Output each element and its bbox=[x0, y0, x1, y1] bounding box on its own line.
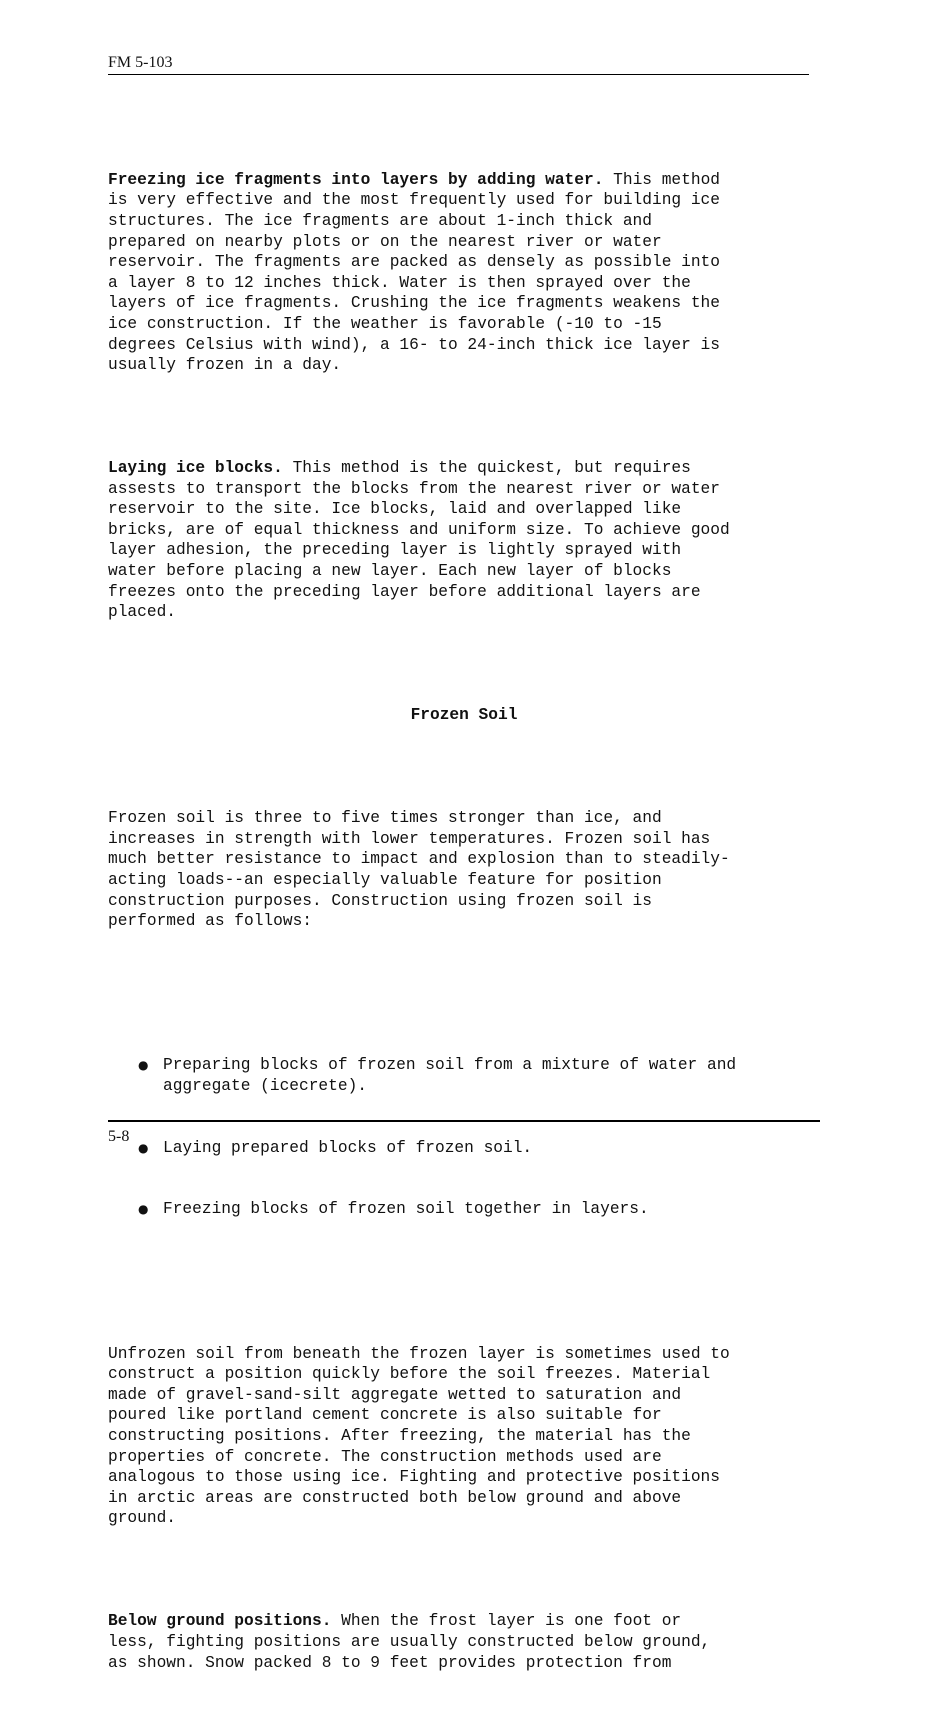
list-item: ● Freezing blocks of frozen soil together in layers. bbox=[138, 1200, 649, 1219]
footer-rule bbox=[108, 1120, 820, 1122]
page-header bbox=[108, 54, 809, 75]
bullet-icon: ● bbox=[138, 1140, 149, 1155]
paragraph-below-ground: Below ground positions. When the frost layer is one foot or less, fighting positions are usually constructed below ground, as shown. Snow packed 8 to 9 feet provides protection from bbox=[108, 1612, 711, 1672]
list-item: ● Laying prepared blocks of frozen soil. bbox=[138, 1138, 533, 1157]
paragraph-unfrozen-soil: Unfrozen soil from beneath the frozen layer is sometimes used to construct a position quickly before the soil freezes. Material made of gravel-sand-silt aggregate wetted to saturation and poured like portland cement concrete is also suitable for constructing positions. After freezing, the material has the properties of concrete. The construction methods used are analogous to those using ice. Fighting and protective positions in arctic areas are constructed both below ground and above ground. bbox=[108, 1344, 730, 1528]
paragraph-lead: Laying ice blocks. bbox=[108, 459, 283, 478]
paragraph-ice-blocks: Laying ice blocks. This method is the quickest, but requires assests to transport the blocks from the nearest river or water reservoir to the site. Ice blocks, laid and overlapped like bricks, are of equal thickness and uniform size. To achieve good layer adhesion, the preceding layer is lightly sprayed with water before placing a new layer. Each new layer of blocks freezes onto the preceding layer before additional layers are placed. bbox=[108, 459, 730, 622]
page-body bbox=[108, 108, 820, 1714]
document-id: FM 5-103 bbox=[108, 54, 173, 71]
paragraph-lead: Below ground positions. bbox=[108, 1612, 332, 1631]
bullet-icon: ● bbox=[138, 1202, 149, 1217]
page-footer bbox=[108, 1128, 129, 1146]
list-item: ● Preparing blocks of frozen soil from a mixture of water and aggregate (icecrete). bbox=[138, 1056, 737, 1095]
paragraph-frozen-soil: Frozen soil is three to five times stronger than ice, and increases in strength with lower temperatures. Frozen soil has much better resistance to impact and explosion than to steadily- acting loads--an especially valuable feature for position construction purposes. Construction using frozen soil is performed as follows: bbox=[108, 809, 730, 931]
paragraph-lead: Freezing ice fragments into layers by adding water. bbox=[108, 170, 604, 189]
section-heading: Frozen Soil bbox=[410, 706, 518, 725]
bullet-icon: ● bbox=[138, 1058, 149, 1073]
paragraph-ice-fragments: Freezing ice fragments into layers by adding water. This method is very effective and the most frequently used for building ice structures. The ice fragments are about 1-inch thick and prepared on nearby plots or on the nearest river or water reservoir. The fragments are packed as densely as possible into a layer 8 to 12 inches thick. Water is then sprayed over the layers of ice fragments. Crushing the ice fragments weakens the ice construction. If the weather is favorable (-10 to -15 degrees Celsius with wind), a 16- to 24-inch thick ice layer is usually frozen in a day. bbox=[108, 170, 720, 375]
page-number: 5-8 bbox=[108, 1128, 130, 1145]
bullet-list bbox=[108, 1014, 820, 1261]
